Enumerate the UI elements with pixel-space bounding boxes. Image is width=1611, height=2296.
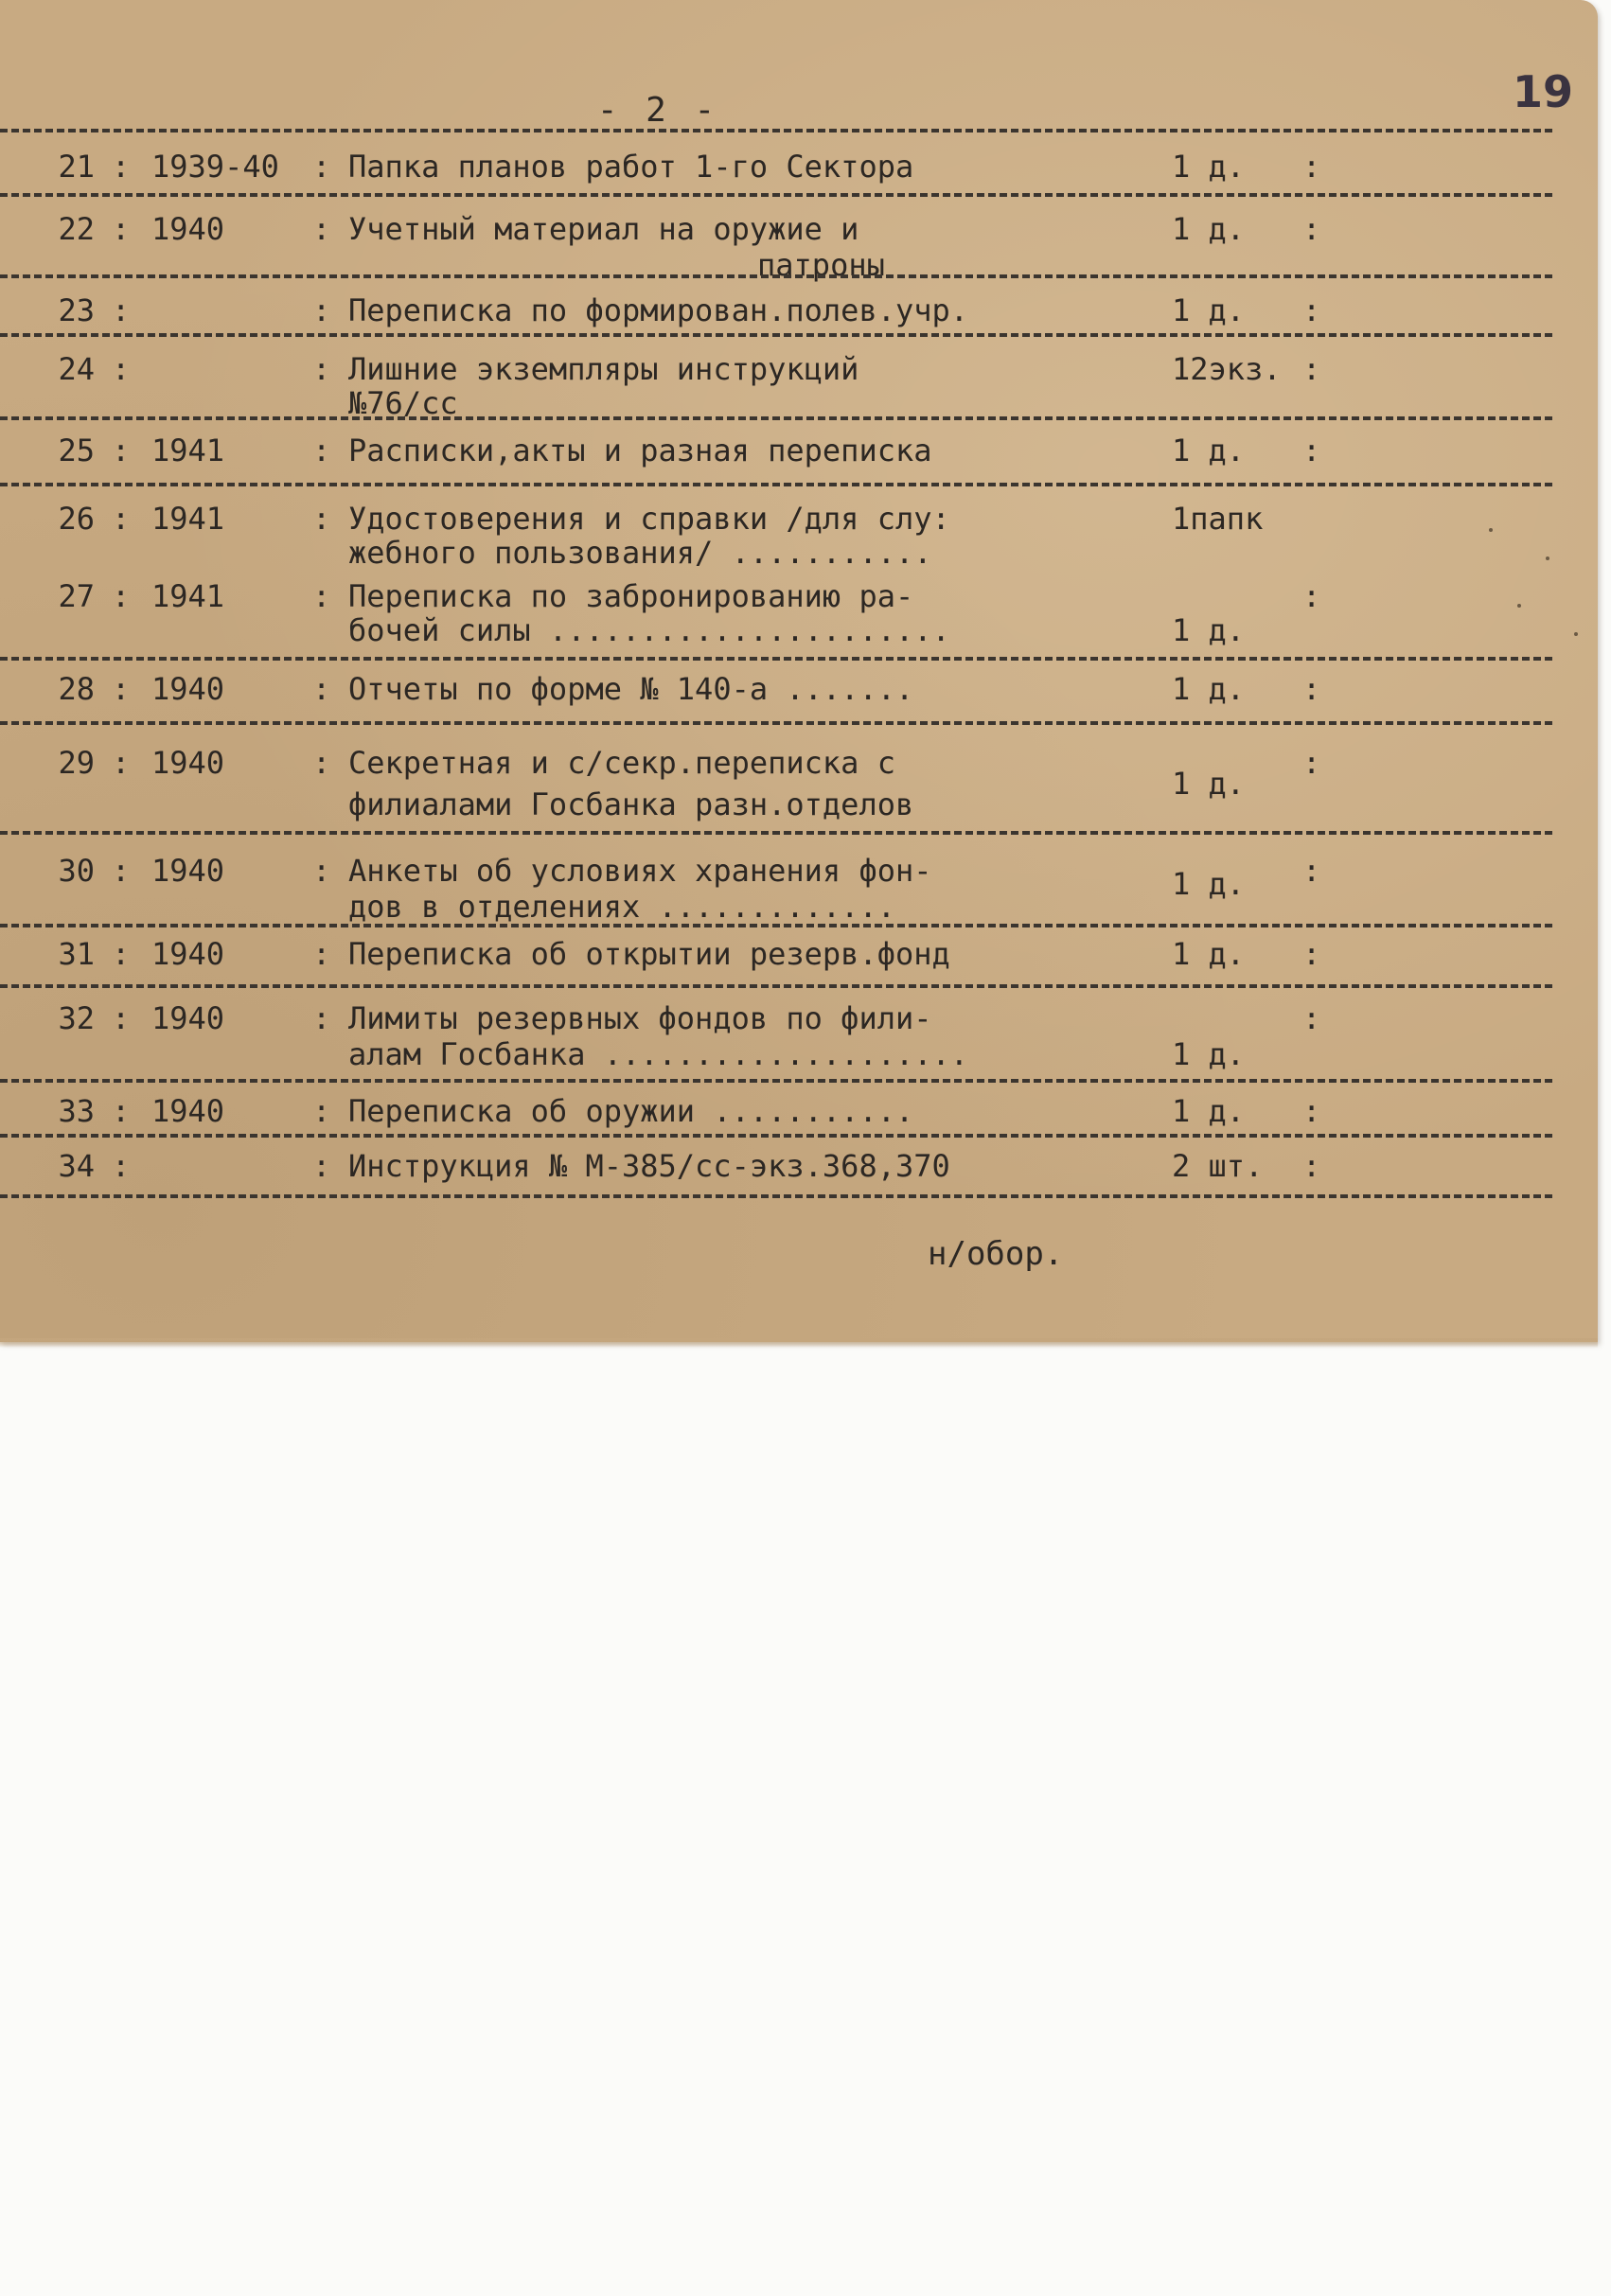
row-number: 30 [58,853,95,889]
row-number: 33 [58,1093,95,1129]
row-year: 1940 [151,853,225,889]
row-title: Отчеты по форме № 140-а ....... [348,671,914,707]
row-year: 1940 [151,211,225,247]
row-title: Переписка по формирован.полев.учр. [348,292,969,328]
row-separator [0,1194,1552,1198]
row-quantity: 1 д. [1172,866,1246,902]
row-number: 23 [58,292,95,328]
row-number: 25 [58,433,95,468]
row-quantity: 1 д. [1172,149,1246,185]
row-number: 28 [58,671,95,707]
row-separator [0,1134,1552,1138]
row-title: Лимиты резервных фондов по фили- [348,1000,932,1036]
row-year: 1941 [151,578,225,614]
row-quantity: 1 д. [1172,671,1246,707]
row-title-continued: патроны [757,247,885,283]
row-quantity: 2 шт. [1172,1148,1264,1184]
row-number: 22 [58,211,95,247]
row-title: Расписки,акты и разная переписка [348,433,932,468]
row-separator [0,657,1552,661]
row-separator [0,274,1552,278]
row-title: Анкеты об условиях хранения фон- [348,853,932,889]
row-title: Инструкция № М-385/сс-экз.368,370 [348,1148,950,1184]
row-title: Лишние экземпляры инструкций [348,351,859,387]
row-quantity: 1 д. [1172,766,1246,802]
row-title: Секретная и с/секр.переписка с [348,745,895,781]
row-title: Переписка по забронированию ра- [348,578,914,614]
row-number: 26 [58,501,95,537]
row-title: Переписка об оружии ........... [348,1093,914,1129]
row-year: 1940 [151,1093,225,1129]
row-quantity: 1 д. [1172,612,1246,648]
row-quantity: 12экз. [1172,351,1282,387]
row-number: 29 [58,745,95,781]
row-separator [0,984,1552,988]
row-number: 34 [58,1148,95,1184]
row-title-continued: жебного пользования/ ........... [348,535,932,571]
row-title-continued: филиалами Госбанка разн.отделов [348,786,914,822]
row-year: 1941 [151,433,225,468]
row-quantity: 1папк [1172,501,1264,537]
row-number: 24 [58,351,95,387]
row-number: 21 [58,149,95,185]
row-separator [0,333,1552,337]
row-title-continued: №76/сс [348,385,458,421]
row-quantity: 1 д. [1172,936,1246,972]
row-number: 31 [58,936,95,972]
row-title-continued: бочей силы ...................... [348,612,950,648]
row-title: Удостоверения и справки /для слу: [348,501,950,537]
row-title: Учетный материал на оружие и [348,211,859,247]
row-separator [0,483,1552,486]
footer-note: н/обор. [928,1235,1064,1273]
row-year: 1940 [151,936,225,972]
row-separator [0,721,1552,725]
row-separator [0,831,1552,835]
row-quantity: 1 д. [1172,292,1246,328]
row-year: 1940 [151,1000,225,1036]
row-quantity: 1 д. [1172,1093,1246,1129]
row-separator [0,1079,1552,1083]
row-title-continued: алам Госбанка .................... [348,1036,969,1072]
archive-sheet: - 2 - 19 21 : 1939-40 : Папка планов работ 1-го Сектора 1 д. : 22 : 1940 : Учетный материал на оружие и патроны 1 д. : 23 : : Переписка по формирован.полев.учр. 1 д. : 24 : : Лишние экземпляры инструкций №76/сс 12экз. : 25 : 1941 : Расписки,акты и разная переписка 1 д. : 26 : 1941 : Удостоверения и справки /для слу: жебного пользования/ ........... 1папк 27 : 1941 : Переписка по забронированию ра- бочей силы ...................... 1 д. : 28 : 1940 : Отчеты по форме № 140-а ....... 1 д. : 29 : 1940 : Секретная и с/секр.переписка с филиалами Госбанка разн.отделов 1 д. : 30 : 1940 : Анкеты об условиях хранения фон- дов в отделениях ............. 1 д. : 31 : 1940 : Переписка об открытии резерв.фонд 1 д. : 32 : 1940 : Лимиты резервных фондов по фили- алам Госбанка .................... 1 д. : 33 : 1940 : Переписка об оружии ........... 1 д. : 34 : : Инструкция № М-385/сс-экз.368,370 2 шт. : н/обор. [0,0,1598,1342]
row-quantity: 1 д. [1172,1036,1246,1072]
row-title: Переписка об открытии резерв.фонд [348,936,950,972]
row-separator [0,416,1552,420]
sheet-number: 19 [1513,66,1574,117]
row-year: 1939-40 [151,149,279,185]
row-quantity: 1 д. [1172,211,1246,247]
row-quantity: 1 д. [1172,433,1246,468]
row-number: 32 [58,1000,95,1036]
row-year: 1941 [151,501,225,537]
row-title: Папка планов работ 1-го Сектора [348,149,914,185]
row-year: 1940 [151,671,225,707]
row-title-continued: дов в отделениях ............. [348,889,895,925]
row-separator [0,924,1552,927]
row-year: 1940 [151,745,225,781]
row-number: 27 [58,578,95,614]
margin-marks [1462,511,1595,662]
row-separator [0,193,1552,197]
page-number: - 2 - [596,91,719,130]
row-separator [0,129,1552,132]
